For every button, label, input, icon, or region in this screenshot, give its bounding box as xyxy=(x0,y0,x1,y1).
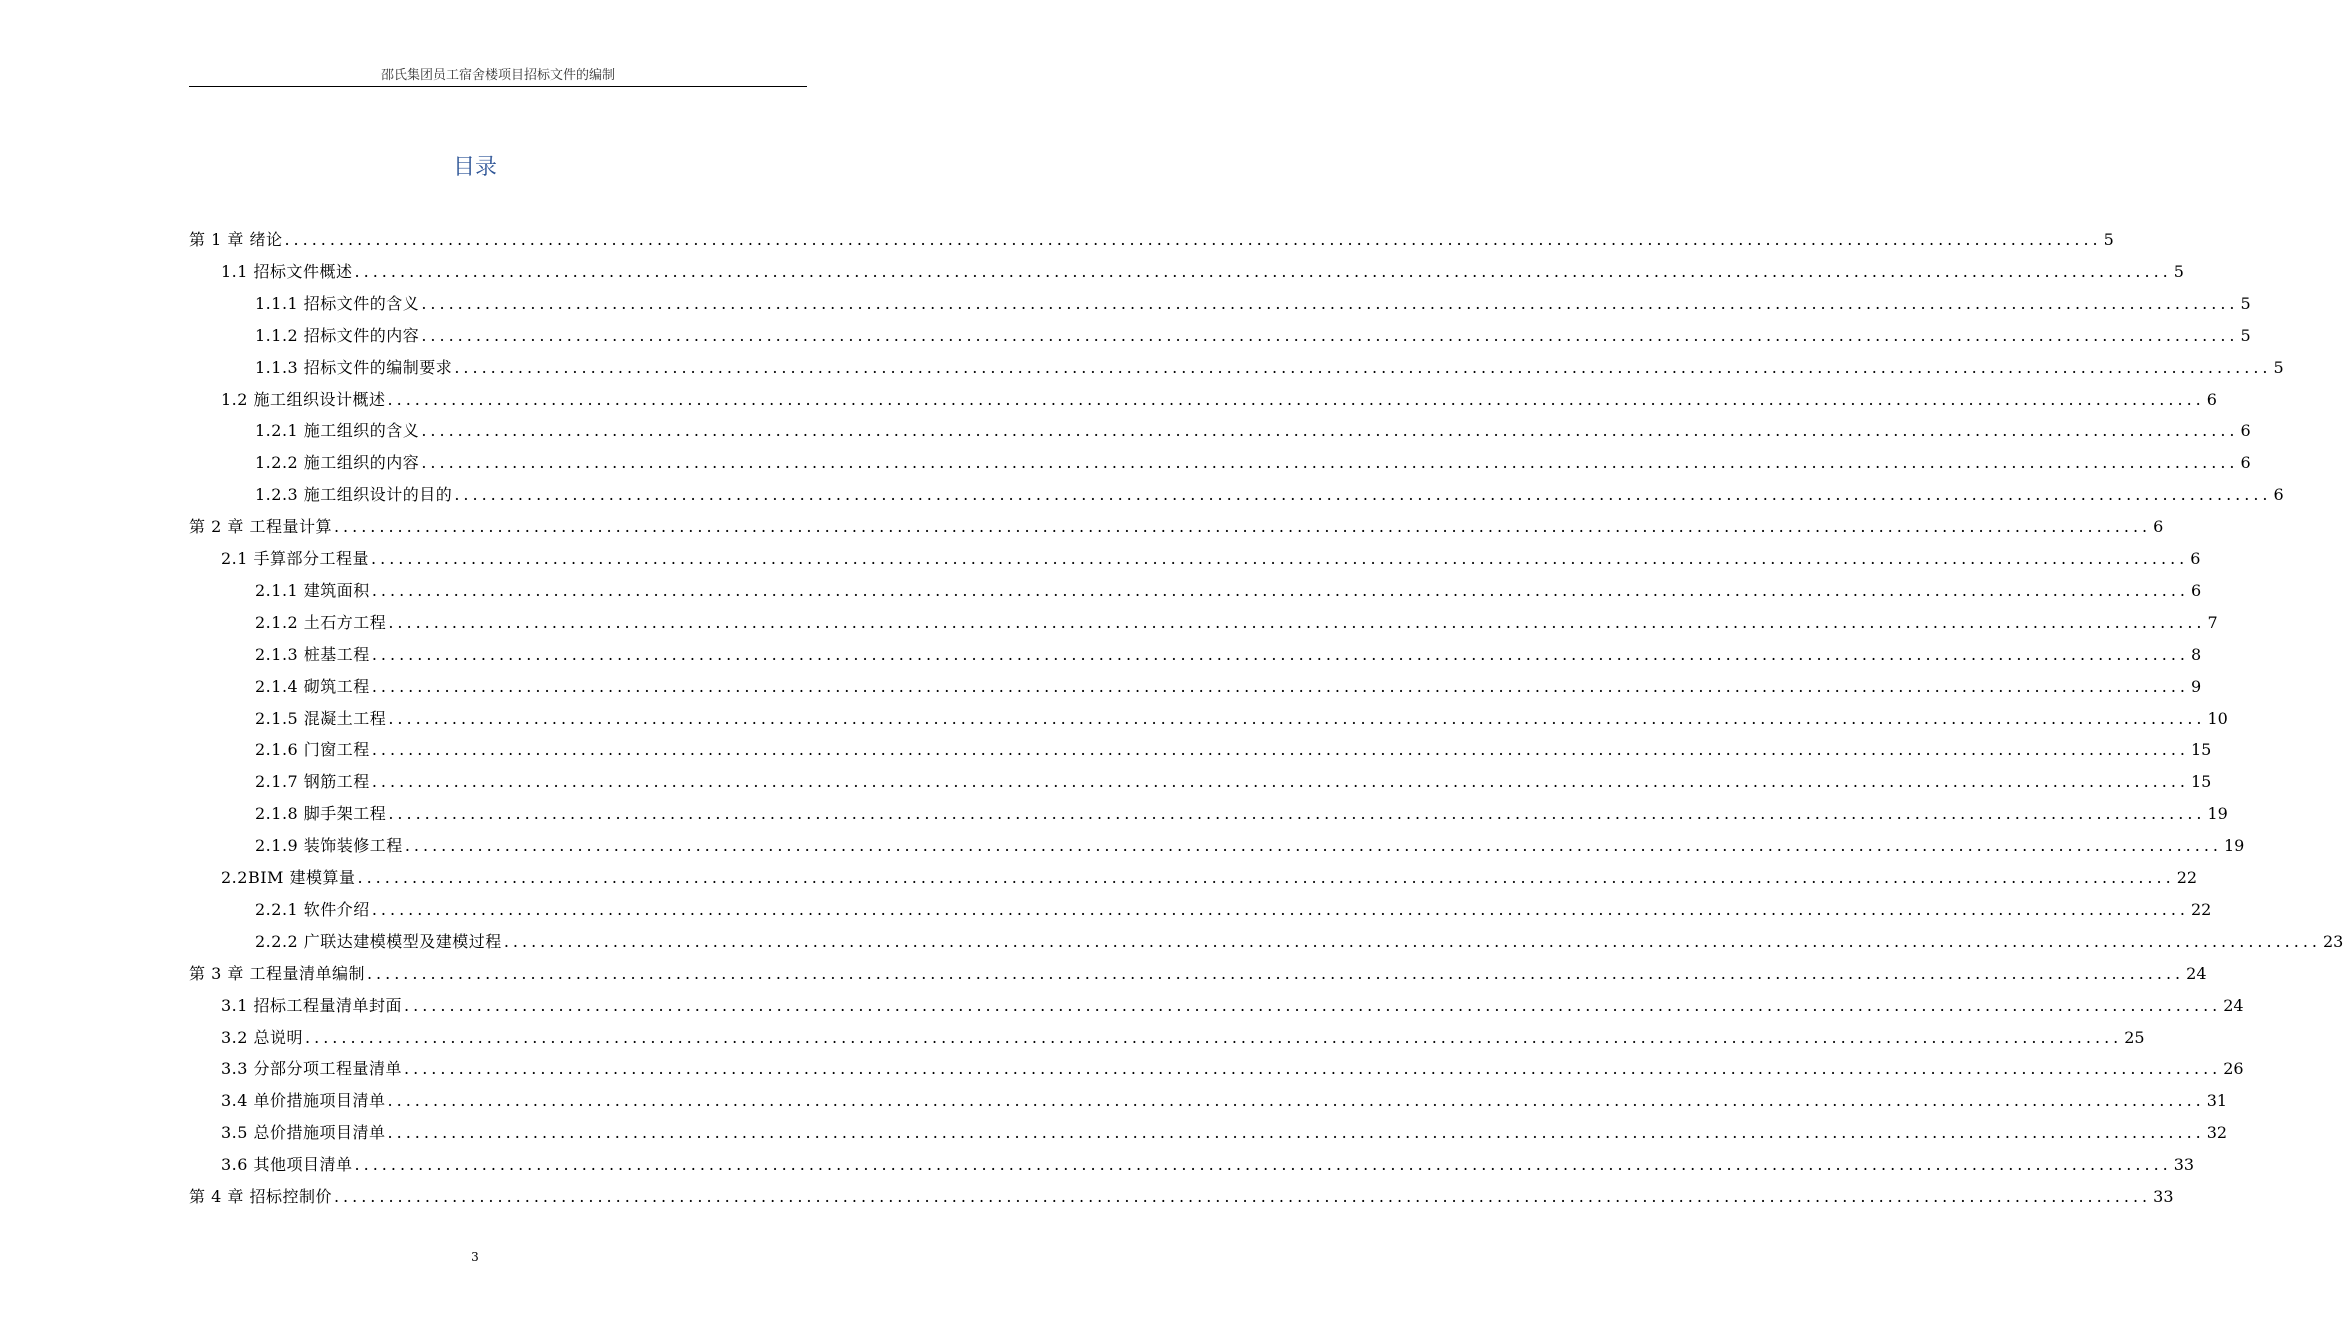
toc-leader-dots: ........................................................................................................................................................................................................ xyxy=(354,261,2172,281)
toc-entry-page: 33 xyxy=(2153,1187,2174,1206)
toc-leader-dots: ........................................................................................................................................................................................................ xyxy=(333,1187,2152,1206)
toc-entry-label: 1.2 施工组织设计概述 xyxy=(221,389,386,409)
toc-entry-label: 第 3 章 工程量清单编制 xyxy=(189,963,365,983)
toc-entry-label: 2.1.8 脚手架工程 xyxy=(255,804,387,824)
toc-leader-dots: ........................................................................................................................................................................................................ xyxy=(454,485,2272,505)
toc-entry-page: 19 xyxy=(2224,836,2245,856)
toc-entry-label: 3.4 单价措施项目清单 xyxy=(221,1091,386,1111)
toc-entry[interactable] xyxy=(255,575,2202,607)
toc-entry[interactable] xyxy=(221,1053,2244,1085)
toc-entry-page: 26 xyxy=(2223,1059,2244,1079)
toc-leader-dots: ........................................................................................................................................................................................................ xyxy=(354,1155,2172,1175)
toc-leader-dots: ........................................................................................................................................................................................................ xyxy=(366,963,2185,983)
toc-leader-dots: ........................................................................................................................................................................................................ xyxy=(421,293,2239,313)
toc-entry-label: 1.2.3 施工组织设计的目的 xyxy=(255,485,453,505)
toc-leader-dots: ........................................................................................................................................................................................................ xyxy=(421,421,2239,441)
toc-entry[interactable] xyxy=(255,798,2228,830)
toc-entry[interactable] xyxy=(221,256,2184,288)
toc-entry-label: 2.1 手算部分工程量 xyxy=(221,549,370,568)
toc-entry-label: 1.1.2 招标文件的内容 xyxy=(255,325,420,345)
toc-entry[interactable] xyxy=(255,607,2218,639)
toc-entry[interactable] xyxy=(189,511,2164,543)
toc-entry[interactable] xyxy=(221,384,2217,416)
toc-entry-label: 2.1.5 混凝土工程 xyxy=(255,708,387,728)
toc-entry-page: 8 xyxy=(2191,644,2202,664)
toc-entry-label: 2.1.9 装饰装修工程 xyxy=(255,836,403,856)
toc-entry-label: 第 2 章 工程量计算 xyxy=(189,517,332,537)
toc-leader-dots: ........................................................................................................................................................................................................ xyxy=(305,1027,2123,1047)
toc-leader-dots: ........................................................................................................................................................................................................ xyxy=(421,325,2239,345)
toc-leader-dots: ........................................................................................................................................................................................................ xyxy=(357,868,2175,887)
toc-entry[interactable] xyxy=(255,671,2202,703)
toc-entry[interactable] xyxy=(255,415,2251,447)
toc-leader-dots: ........................................................................................................................................................................................................ xyxy=(371,644,2189,664)
toc-entry-label: 2.1.7 钢筋工程 xyxy=(255,772,370,792)
toc-entry-page: 6 xyxy=(2191,580,2202,600)
toc-entry[interactable] xyxy=(255,734,2212,766)
toc-entry-page: 6 xyxy=(2240,421,2251,441)
toc-entry-label: 3.1 招标工程量清单封面 xyxy=(221,995,403,1015)
toc-entry[interactable] xyxy=(221,1149,2195,1181)
toc-entry-page: 19 xyxy=(2207,804,2228,824)
toc-entry-page: 5 xyxy=(2240,325,2251,345)
toc-entry-page: 7 xyxy=(2207,612,2218,632)
toc-entry-label: 3.6 其他项目清单 xyxy=(221,1155,353,1175)
toc-entry-page: 15 xyxy=(2191,772,2212,792)
toc-leader-dots: ........................................................................................................................................................................................................ xyxy=(421,453,2239,473)
toc-entry-page: 6 xyxy=(2190,549,2201,568)
toc-entry[interactable] xyxy=(221,990,2244,1022)
toc-entry-page: 6 xyxy=(2273,485,2284,505)
toc-entry-label: 1.1.3 招标文件的编制要求 xyxy=(255,357,453,377)
toc-entry-label: 2.1.2 土石方工程 xyxy=(255,612,387,632)
toc-leader-dots: ........................................................................................................................................................................................................ xyxy=(503,931,2321,951)
toc-entry[interactable] xyxy=(221,1085,2228,1117)
toc-title: 目录 xyxy=(452,155,497,180)
toc-entry-page: 22 xyxy=(2176,868,2198,887)
toc-entry-page: 32 xyxy=(2206,1123,2228,1143)
toc-entry-page: 6 xyxy=(2206,389,2217,409)
toc-entry-page: 5 xyxy=(2240,293,2251,313)
running-header: 邵氏集团员工宿舍楼项目招标文件的编制 xyxy=(380,68,615,83)
toc-entry-page: 31 xyxy=(2206,1091,2228,1111)
toc-entry[interactable] xyxy=(221,1022,2145,1054)
toc-entry-label: 第 4 章 招标控制价 xyxy=(189,1187,332,1206)
toc-leader-dots: ........................................................................................................................................................................................................ xyxy=(371,549,2189,568)
toc-leader-dots: ........................................................................................................................................................................................................ xyxy=(404,995,2222,1015)
toc-entry[interactable] xyxy=(255,639,2202,671)
toc-entry[interactable] xyxy=(189,224,2114,256)
toc-entry-page: 5 xyxy=(2273,357,2284,377)
toc-entry-label: 2.2.1 软件介绍 xyxy=(255,899,370,919)
toc-leader-dots: ........................................................................................................................................................................................................ xyxy=(371,899,2189,919)
toc-entry-label: 1.1 招标文件概述 xyxy=(221,261,353,281)
toc-entry-page: 24 xyxy=(2186,963,2207,983)
toc-leader-dots: ........................................................................................................................................................................................................ xyxy=(404,836,2222,856)
toc-entry[interactable] xyxy=(221,1117,2228,1149)
toc-leader-dots: ........................................................................................................................................................................................................ xyxy=(387,1091,2205,1111)
toc-leader-dots: ........................................................................................................................................................................................................ xyxy=(387,1123,2205,1143)
toc-entry[interactable] xyxy=(255,766,2212,798)
toc-entry[interactable] xyxy=(189,1181,2174,1213)
toc-leader-dots: ........................................................................................................................................................................................................ xyxy=(387,389,2205,409)
toc-leader-dots: ........................................................................................................................................................................................................ xyxy=(371,676,2189,696)
toc-entry-label: 1.2.2 施工组织的内容 xyxy=(255,453,420,473)
toc-leader-dots: ........................................................................................................................................................................................................ xyxy=(388,708,2206,728)
toc-entry-label: 1.1.1 招标文件的含义 xyxy=(255,293,420,313)
toc-entry[interactable] xyxy=(255,352,2284,384)
toc-entry-page: 9 xyxy=(2191,676,2202,696)
toc-entry-page: 25 xyxy=(2124,1027,2145,1047)
toc-entry-label: 2.2.2 广联达建模模型及建模过程 xyxy=(255,931,502,951)
toc-entry[interactable] xyxy=(255,830,2245,862)
toc-entry-label: 2.1.1 建筑面积 xyxy=(255,580,370,600)
toc-entry-label: 2.1.6 门窗工程 xyxy=(255,740,370,760)
toc-entry[interactable] xyxy=(189,958,2207,990)
header-rule xyxy=(189,86,807,87)
page-number: 3 xyxy=(471,1250,479,1264)
toc-entry-page: 15 xyxy=(2191,740,2212,760)
toc-leader-dots: ........................................................................................................................................................................................................ xyxy=(454,357,2272,377)
toc-entry-label: 2.1.3 桩基工程 xyxy=(255,644,370,664)
toc-entry[interactable] xyxy=(255,320,2251,352)
toc-entry-page: 22 xyxy=(2191,899,2212,919)
toc-entry-label: 第 1 章 绪论 xyxy=(189,230,283,249)
toc-entry-page: 6 xyxy=(2240,453,2251,473)
toc-leader-dots: ........................................................................................................................................................................................................ xyxy=(371,580,2189,600)
toc-entry-label: 3.5 总价措施项目清单 xyxy=(221,1123,386,1143)
toc-entry[interactable] xyxy=(255,894,2212,926)
toc-entry-label: 1.2.1 施工组织的含义 xyxy=(255,421,420,441)
toc-leader-dots: ........................................................................................................................................................................................................ xyxy=(284,230,2102,249)
toc-leader-dots: ........................................................................................................................................................................................................ xyxy=(388,612,2206,632)
toc-leader-dots: ........................................................................................................................................................................................................ xyxy=(371,740,2189,760)
toc-entry-page: 23 xyxy=(2323,931,2343,951)
toc-entry-label: 3.2 总说明 xyxy=(221,1027,304,1047)
toc-entry-label: 2.2BIM 建模算量 xyxy=(221,868,356,887)
toc-leader-dots: ........................................................................................................................................................................................................ xyxy=(371,772,2189,792)
toc-entry[interactable] xyxy=(255,703,2228,735)
toc-entry-page: 5 xyxy=(2173,261,2184,281)
toc-leader-dots: ........................................................................................................................................................................................................ xyxy=(388,804,2206,824)
toc-entry-page: 6 xyxy=(2153,517,2164,537)
toc-entry[interactable] xyxy=(255,479,2284,511)
toc-entry[interactable] xyxy=(221,862,2198,894)
toc-entry[interactable] xyxy=(255,288,2251,320)
toc-entry-page: 5 xyxy=(2103,230,2114,249)
toc-leader-dots: ........................................................................................................................................................................................................ xyxy=(333,517,2152,537)
toc-entry-page: 33 xyxy=(2173,1155,2195,1175)
toc-entry-label: 2.1.4 砌筑工程 xyxy=(255,676,370,696)
toc-leader-dots: ........................................................................................................................................................................................................ xyxy=(404,1059,2222,1079)
toc-entry-page: 10 xyxy=(2207,708,2228,728)
toc-entry[interactable] xyxy=(255,926,2343,958)
toc-entry-label: 3.3 分部分项工程量清单 xyxy=(221,1059,403,1079)
toc-entry-page: 24 xyxy=(2223,995,2244,1015)
toc-entry[interactable] xyxy=(255,447,2251,479)
toc-entry[interactable] xyxy=(221,543,2201,575)
